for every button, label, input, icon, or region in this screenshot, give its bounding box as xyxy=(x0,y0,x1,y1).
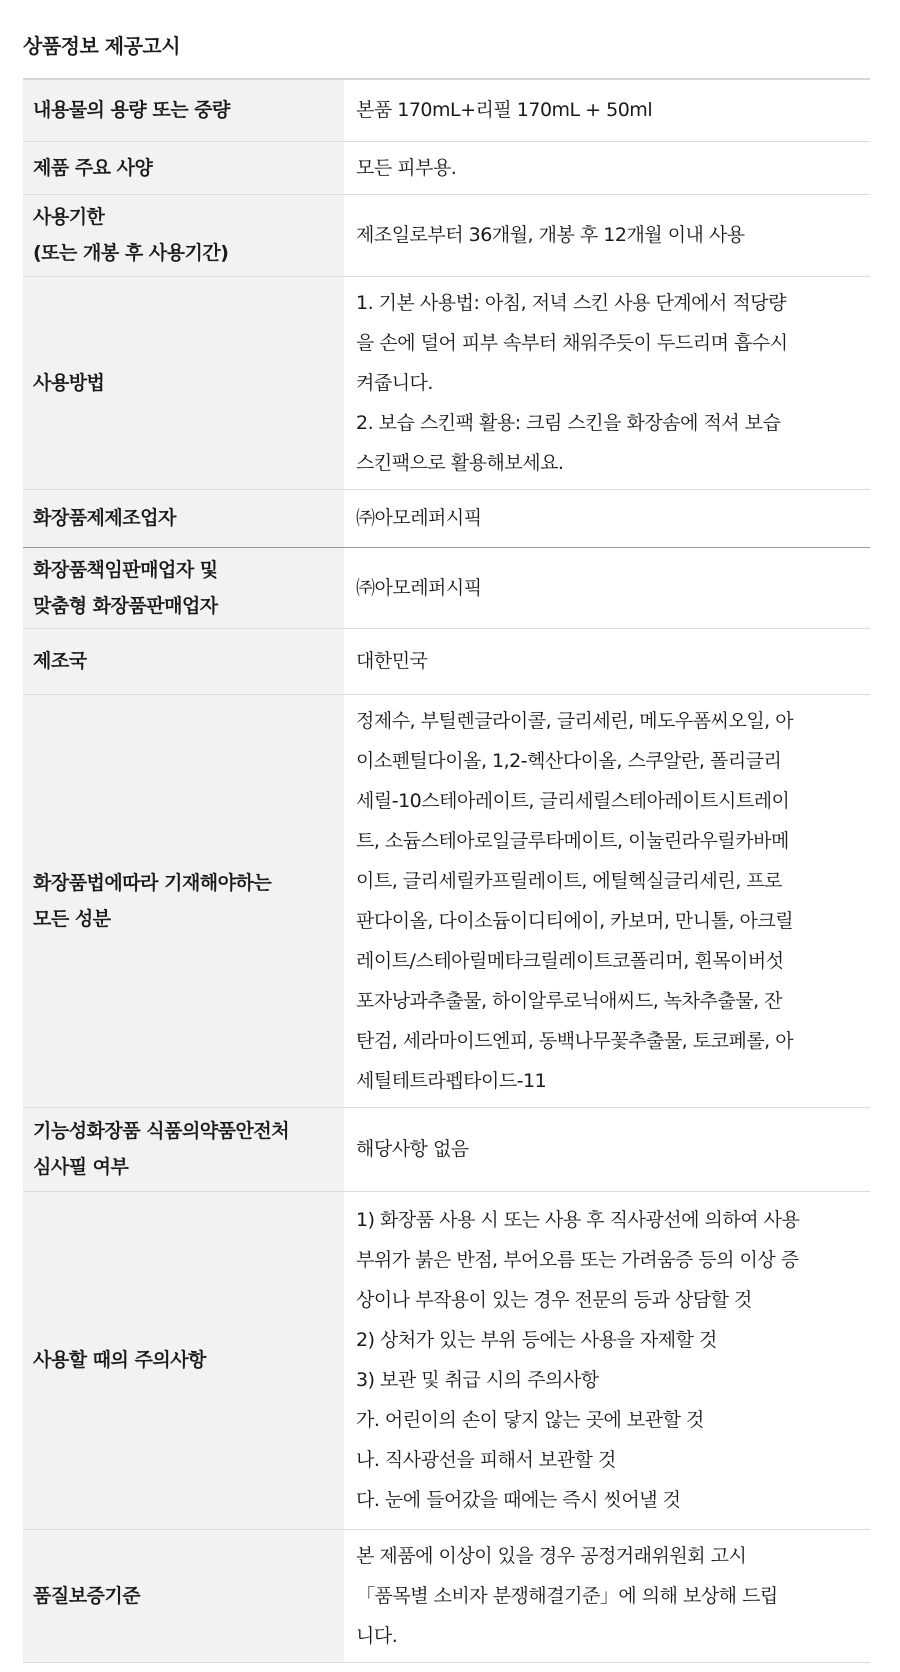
row-label: 제조국 xyxy=(23,628,344,694)
row-label: 내용물의 용량 또는 중량 xyxy=(23,79,344,141)
table-row xyxy=(23,1107,870,1191)
row-label: 품질보증기준 xyxy=(23,1529,344,1662)
row-label: 사용할 때의 주의사항 xyxy=(23,1191,344,1529)
table-row xyxy=(23,489,870,547)
row-label: 사용기한 (또는 개봉 후 사용기간) xyxy=(23,194,344,276)
row-value: 정제수, 부틸렌글라이콜, 글리세린, 메도우폼씨오일, 아 이소펜틸다이올, 1,2-헥산다이올, 스쿠알란, 폴리글리 세릴-10스테아레이트, 글리세릴스테아레이트시트레이 트, 소듐스테아로일글루타메이트, 이눌린라우릴카바메 이트, 글리세릴카프릴레이트, 에틸헥실글리세린, 프로 판다이올, 다이소듐이디티에이, 카보머, 만니톨, 아크릴 레이트/스테아릴메타크릴레이트코폴리머, 흰목이버섯 포자낭과추출물, 하이알루로닉애씨드, 녹차추출물, 잔 탄검, 세라마이드엔피, 동백나무꽃추출물, 토코페롤, 아 세틸테트라펩타이드-11 xyxy=(344,694,870,1107)
row-label: 화장품제제조업자 xyxy=(23,489,344,547)
row-value: 1. 기본 사용법: 아침, 저녁 스킨 사용 단계에서 적당량 을 손에 덜어 피부 속부터 채워주듯이 두드리며 흡수시 켜줍니다. 2. 보습 스킨팩 활용: 크림 스킨을 화장솜에 적셔 보습 스킨팩으로 활용해보세요. xyxy=(344,276,870,489)
table-row xyxy=(23,547,870,628)
row-value: 본 제품에 이상이 있을 경우 공정거래위원회 고시 「품목별 소비자 분쟁해결기준」에 의해 보상해 드립 니다. xyxy=(344,1529,870,1662)
row-value: 1) 화장품 사용 시 또는 사용 후 직사광선에 의하여 사용 부위가 붉은 반점, 부어오름 또는 가려움증 등의 이상 증 상이나 부작용이 있는 경우 전문의 등과 상담할 것 2) 상처가 있는 부위 등에는 사용을 자제할 것 3) 보관 및 취급 시의 주의사항 가. 어린이의 손이 닿지 않는 곳에 보관할 것 나. 직사광선을 피해서 보관할 것 다. 눈에 들어갔을 때에는 즉시 씻어낼 것 xyxy=(344,1191,870,1529)
row-value: 제조일로부터 36개월, 개봉 후 12개월 이내 사용 xyxy=(344,194,870,276)
page-title: 상품정보 제공고시 xyxy=(23,34,181,58)
row-value: 대한민국 xyxy=(344,628,870,694)
row-label: 화장품책임판매업자 및 맞춤형 화장품판매업자 xyxy=(23,547,344,628)
table-row xyxy=(23,628,870,694)
table-row xyxy=(23,1529,870,1662)
row-value: 해당사항 없음 xyxy=(344,1107,870,1191)
table-row xyxy=(23,276,870,489)
table-row xyxy=(23,79,870,141)
table-row xyxy=(23,694,870,1107)
row-label: 화장품법에따라 기재해야하는 모든 성분 xyxy=(23,694,344,1107)
row-label: 제품 주요 사양 xyxy=(23,141,344,194)
row-value: 본품 170mL+리필 170mL + 50ml xyxy=(344,79,870,141)
row-label: 사용방법 xyxy=(23,276,344,489)
product-info-notice xyxy=(23,0,870,1663)
row-value: ㈜아모레퍼시픽 xyxy=(344,489,870,547)
row-label: 기능성화장품 식품의약품안전처 심사필 여부 xyxy=(23,1107,344,1191)
table-row xyxy=(23,141,870,194)
row-value: ㈜아모레퍼시픽 xyxy=(344,547,870,628)
row-value: 모든 피부용. xyxy=(344,141,870,194)
product-info-table xyxy=(23,78,870,1663)
table-row xyxy=(23,1191,870,1529)
table-row xyxy=(23,194,870,276)
